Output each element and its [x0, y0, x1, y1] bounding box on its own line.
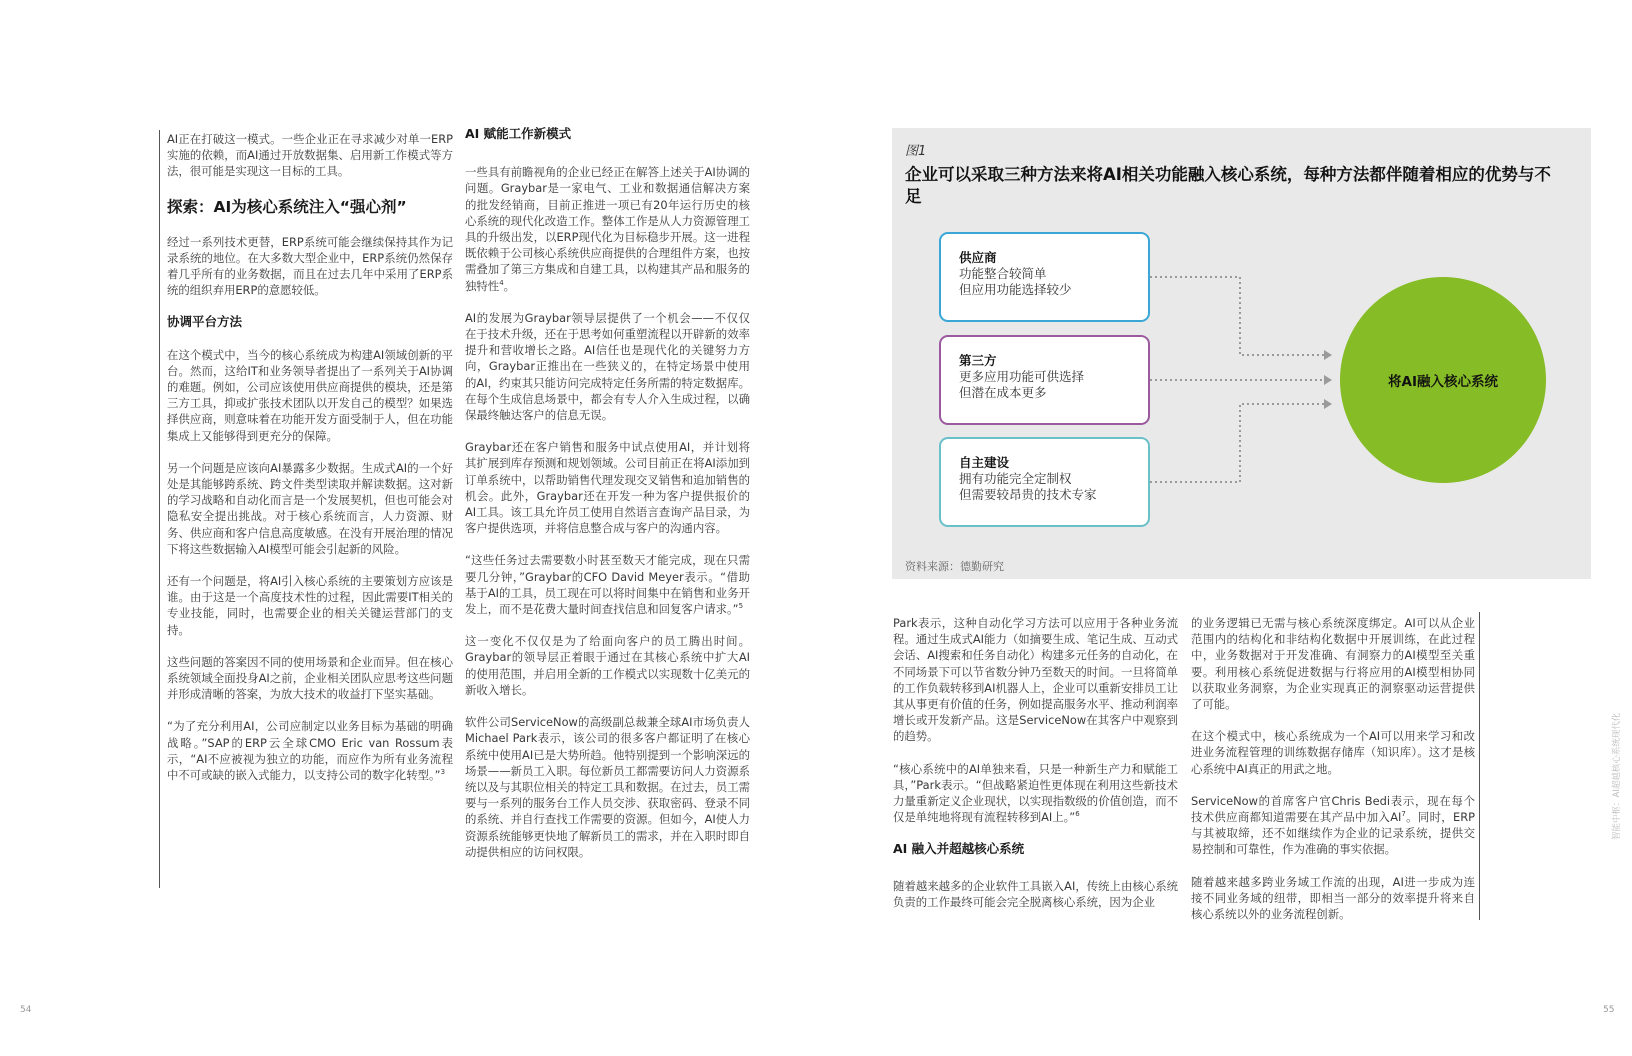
footnote-ref: 3 [440, 768, 446, 777]
paragraph: ServiceNow的首席客户官Chris Bedi表示，现在每个技术供应商都知道需要在其产品中加入$AI^7$。同时，ERP与其被取缔，还不如继续作为企业的记录系统，提供交易控制和可靠性，作为准确的事实依据。 [1191, 793, 1476, 857]
paragraph: AI正在打破这一模式。一些企业正在寻求减少对单一ERP实施的依赖，而AI通过开放数据集、启用新工作模式等方法，很可能是实现这一目标的工具。 [167, 132, 453, 179]
figure-panel [892, 128, 1591, 579]
box-line: 但潜在成本更多 [959, 385, 1047, 400]
text-column-3 [893, 615, 1178, 926]
paragraph: 另一个问题是应该向AI暴露多少数据。生成式AI的一个好处是其能够跨系统、跨文件类型读取并解读数据。这对新的学习战略和自动化而言是一个发展契机，但也可能会对隐私安全提出挑战。对于核心系统而言，人力资源、财务、供应商和客户信息高度敏感。在没有开展治理的情况下将这些数据输入AI模型可能会引起新的风险。 [167, 460, 453, 556]
approach-box-vendor [939, 232, 1150, 322]
box-title: 供应商 [959, 250, 997, 265]
approach-box-self-build [939, 437, 1150, 527]
subsection-heading: AI 赋能工作新模式 [465, 126, 572, 141]
paragraph: 软件公司ServiceNow的高级副总裁兼全球AI市场负责人Michael Park表示，该公司的很多客户都证明了在核心系统中使用AI已是大势所趋。他特别提到一个影响深远的场景——新员工入职。每位新员工都需要访问人力资源系统以及与其职位相关的特定工具和数据。在过去，员工需要与一系列的服务台工作人员交涉、获取密码、登录不同的系统、并自行查找工作需要的资源。但如今，AI使人力资源系统能够更快地了解新员工的需求，并在入职时即自动提供相应的访问权限。 [465, 715, 750, 859]
quote-paragraph [167, 718, 453, 783]
running-header-vertical: 智能中枢：AI超越核心系统现代化 [1612, 712, 1622, 840]
box-line: 更多应用功能可供选择 [959, 369, 1085, 384]
column-rule-right [1479, 612, 1480, 920]
box-line: 但应用功能选择较少 [959, 282, 1072, 297]
text-column-4 [1191, 615, 1475, 938]
figure-label: 图1 [905, 144, 927, 159]
paragraph: 这些问题的答案因不同的使用场景和企业而异。但在核心系统领域全面投身AI之前，企业相关团队应思考这些问题并形成清晰的答案，为放大技术的收益打下坚实基础。 [167, 654, 453, 702]
quote-paragraph: “核心系统中的AI单独来看，只是一种新生产力和赋能工具，”Park表示。“但战略紧迫性更体现在利用这些新技术力量重新定义企业现状，以实现指数级的价值创造，而不仅是单纯地将现有流程转移到AI上。”$^6$ [893, 761, 1178, 825]
subsection-heading: 协调平台方法 [167, 314, 243, 330]
quote-paragraph: “这些任务过去需要数小时甚至数天才能完成，现在只需要几分钟，”Graybar的CFO David Meyer表示。“借助基于AI的工具，员工现在可以将时间集中在销售和业务开发上，而不是花费大量时间查找信息和回复客户请求。”$^5$ [465, 553, 750, 617]
text-column-1 [167, 131, 453, 799]
paragraph: 随着越来越多跨业务域工作流的出现，AI进一步成为连接不同业务域的纽带，即相当一部分的效率提升将来自核心系统以外的业务流程创新。 [1191, 874, 1475, 922]
figure-title: 企业可以采取三种方法来将AI相关功能融入核心系统，每种方法都伴随着相应的优势与不足 [905, 165, 1551, 206]
paragraph: 的业务逻辑已无需与核心系统深度绑定。AI可以从企业范围内的结构化和非结构化数据中开展训练，在此过程中，业务数据对于开发准确、有洞察力的AI模型至关重要。利用核心系统促进数据与行将应用的AI模型相协同以获取业务洞察，为企业实现真正的洞察驱动运营提供了可能。 [1191, 616, 1475, 712]
paragraph: 这一变化不仅仅是为了给面向客户的员工腾出时间。Graybar的领导层正着眼于通过在其核心系统中扩大AI的使用范围，并启用全新的工作模式以实现数十亿美元的新收入增长。 [465, 634, 750, 697]
text-column-2 [465, 126, 750, 876]
paragraph: AI的发展为Graybar领导层提供了一个机会——不仅仅在于技术升级，还在于思考如何重塑流程以开辟新的效率提升和营收增长之路。AI信任也是现代化的关键努力方向，Graybar正推出在一些狭义的，在特定场景中使用的AI，约束其只能访问完成特定任务所需的特定数据库。在每个生成信息场景中，都会有专人介入生成过程，以确保最终触达客户的信息无误。 [465, 310, 750, 423]
box-title: 自主建设 [959, 455, 1010, 470]
approach-box-third-party [939, 335, 1150, 425]
paragraph: 在这个模式中，核心系统成为一个AI可以用来学习和改进业务流程管理的训练数据存储库（知识库）。这才是核心系统中AI真正的用武之地。 [1191, 729, 1475, 776]
footnote-ref: 5 [738, 602, 744, 611]
quote-text: “为了充分利用AI，公司应制定以业务目标为基础的明确战略。”SAP的ERP云全球CMO Eric van Rossum表示，“AI不应被视为独立的功能，而应作为所有业务流程中不可或缺的嵌入式能力，以支持公司的数字化转型。” [167, 719, 453, 783]
core-system-circle [1340, 277, 1546, 483]
figure-source: 资料来源：德勤研究 [905, 560, 1004, 573]
paragraph: 经过一系列技术更替，ERP系统可能会继续保持其作为记录系统的地位。在大多数大型企业中，ERP系统仍然保存着几乎所有的业务数据，而且在过去几年中采用了ERP系统的组织弃用ERP的意愿较低。 [167, 234, 453, 298]
footnote-ref: 7 [1401, 810, 1406, 819]
box-title: 第三方 [959, 353, 997, 368]
paragraph: 一些具有前瞻视角的企业已经正在解答上述关于AI协调的问题。Graybar是一家电气、工业和数据通信解决方案的批发经销商，目前正推进一项已有20年运行历史的核心系统的现代化改造工作。整体工作是从人力资源管理工具的升级出发，以ERP现代化为目标稳步开展。这一进程既依赖于公司核心系统供应商提供的合理组件方案，也按需叠加了第三方集成和自建工具，以构建其产品和服务的独特性$^4$。 [465, 165, 750, 293]
box-line: 功能整合较简单 [959, 266, 1047, 281]
box-line: 拥有功能完全定制权 [959, 471, 1072, 486]
footnote-ref: 4 [499, 278, 504, 287]
paragraph: 还有一个问题是，将AI引入核心系统的主要策划方应该是谁。由于这是一个高度技术性的过程，因此需要IT相关的专业技能，同时，也需要企业的相关关键运营部门的支持。 [167, 574, 453, 637]
subsection-heading: AI 融入并超越核心系统 [893, 841, 1025, 857]
section-heading: 探索：AI为核心系统注入“强心剂” [167, 197, 407, 216]
footnote-ref: 6 [1075, 810, 1080, 819]
circle-label: 将AI融入核心系统 [1388, 374, 1498, 390]
box-line: 但需要较昂贵的技术专家 [959, 487, 1097, 502]
column-rule-left [159, 130, 160, 888]
paragraph: Park表示，这种自动化学习方法可以应用于各种业务流程。通过生成式AI能力（如摘要生成、笔记生成、互动式会话、AI搜索和任务自动化）构建多元任务的自动化，在不同场景下可以节省数分钟乃至数天的时间。一旦将简单的工作负载转移到AI机器人上，企业可以重新安排员工让其从事更有价值的任务，例如提高服务水平、推动利润率增长或开发新产品。这是ServiceNow在其客户中观察到的趋势。 [893, 616, 1178, 744]
paragraph: 在这个模式中，当今的核心系统成为构建AI领域创新的平台。然而，这给IT和业务领导者提出了一系列关于AI协调的难题。例如，公司应该使用供应商提供的模块，还是第三方工具，抑或扩张技术团队以开发自己的模型？如果选择供应商，则意味着在功能开发方面受制于人，但在功能集成上又能够得到更充分的保障。 [167, 347, 453, 443]
page-number-left: 54 [20, 1005, 32, 1015]
paragraph: 随着越来越多的企业软件工具嵌入AI，传统上由核心系统负责的工作最终可能会完全脱离核心系统，因为企业 [893, 878, 1178, 909]
page-number-right: 55 [1603, 1005, 1615, 1015]
paragraph: Graybar还在客户销售和服务中试点使用AI，并计划将其扩展到库存预测和规划领域。公司目前正在将AI添加到订单系统中，以帮助销售代理发现交叉销售和追加销售的机会。此外，Graybar还在开发一种为客户提供报价的AI工具。该工具允许员工使用自然语言查询产品目录，为客户提供选项，并将信息整合成与客户的沟通内容。 [465, 440, 750, 536]
